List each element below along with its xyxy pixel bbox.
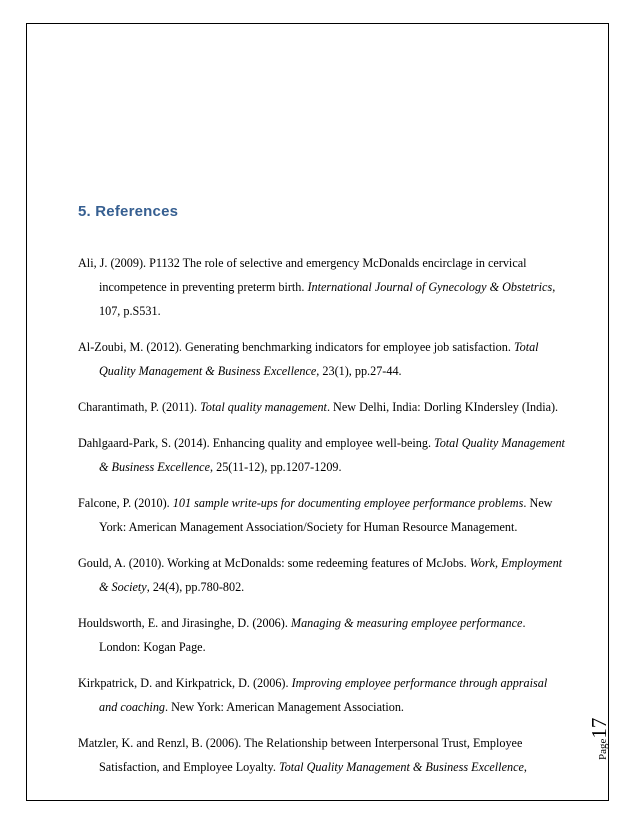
reference-text: Falcone, P. (2010). (78, 496, 173, 510)
reference-details: , (523, 760, 527, 774)
reference-entry (78, 395, 568, 419)
reference-text: Ali, J. (2009). P1132 The role of selective and emergency McDonalds encirclage in cervical incompetence in preventing preterm birth. (78, 256, 527, 294)
reference-text: Houldsworth, E. and Jirasinghe, D. (2006). (78, 616, 291, 630)
reference-list (78, 251, 568, 791)
reference-source: Total Quality Management & Business Excellence (278, 760, 524, 774)
reference-source: Managing & measuring employee performance (290, 616, 523, 630)
reference-source: 101 sample write-ups for documenting employee performance problems (172, 496, 524, 510)
reference-text: Matzler, K. and Renzl, B. (2006). The Relationship between Interpersonal Trust, Employee Satisfaction, and Employee Loyalty. (78, 736, 523, 774)
reference-details: . New York: American Management Association. (165, 700, 404, 714)
reference-details: . New York: American Management Association/Society for Human Resource Management. (99, 496, 553, 534)
page-number-value: 17 (587, 717, 611, 739)
reference-text: Kirkpatrick, D. and Kirkpatrick, D. (2006). (78, 676, 292, 690)
reference-entry (78, 551, 568, 599)
reference-details: , 107, p.S531. (99, 280, 556, 318)
reference-source: Total quality management (200, 400, 327, 414)
reference-entry (78, 671, 568, 719)
reference-text: Al-Zoubi, M. (2012). Generating benchmarking indicators for employee job satisfaction. (78, 340, 514, 354)
reference-source: International Journal of Gynecology & Obstetrics (307, 280, 553, 294)
reference-details: , 24(4), pp.780-802. (146, 580, 245, 594)
reference-entry (78, 611, 568, 659)
reference-details: , 25(11-12), pp.1207-1209. (210, 460, 342, 474)
reference-source: Improving employee performance through appraisal and coaching (99, 676, 548, 714)
reference-entry (78, 251, 568, 323)
reference-entry (78, 731, 568, 779)
reference-entry (78, 491, 568, 539)
reference-text: Gould, A. (2010). Working at McDonalds: some redeeming features of McJobs. (78, 556, 470, 570)
reference-details: . New Delhi, India: Dorling KIndersley (India). (326, 400, 559, 414)
reference-source: Total Quality Management & Business Excellence (99, 340, 539, 378)
reference-source: Total Quality Management & Business Excellence (99, 436, 565, 474)
reference-text: Dahlgaard-Park, S. (2014). Enhancing quality and employee well-being. (78, 436, 435, 450)
reference-source: Work, Employment & Society (99, 556, 563, 594)
page-number (587, 700, 627, 760)
reference-entry (78, 431, 568, 479)
page-label: Page (597, 738, 609, 760)
reference-entry (78, 335, 568, 383)
section-heading: 5. References (78, 203, 179, 220)
reference-text: Charantimath, P. (2011). (78, 400, 201, 414)
reference-details: , 23(1), pp.27-44. (316, 364, 402, 378)
reference-details: . London: Kogan Page. (99, 616, 526, 654)
